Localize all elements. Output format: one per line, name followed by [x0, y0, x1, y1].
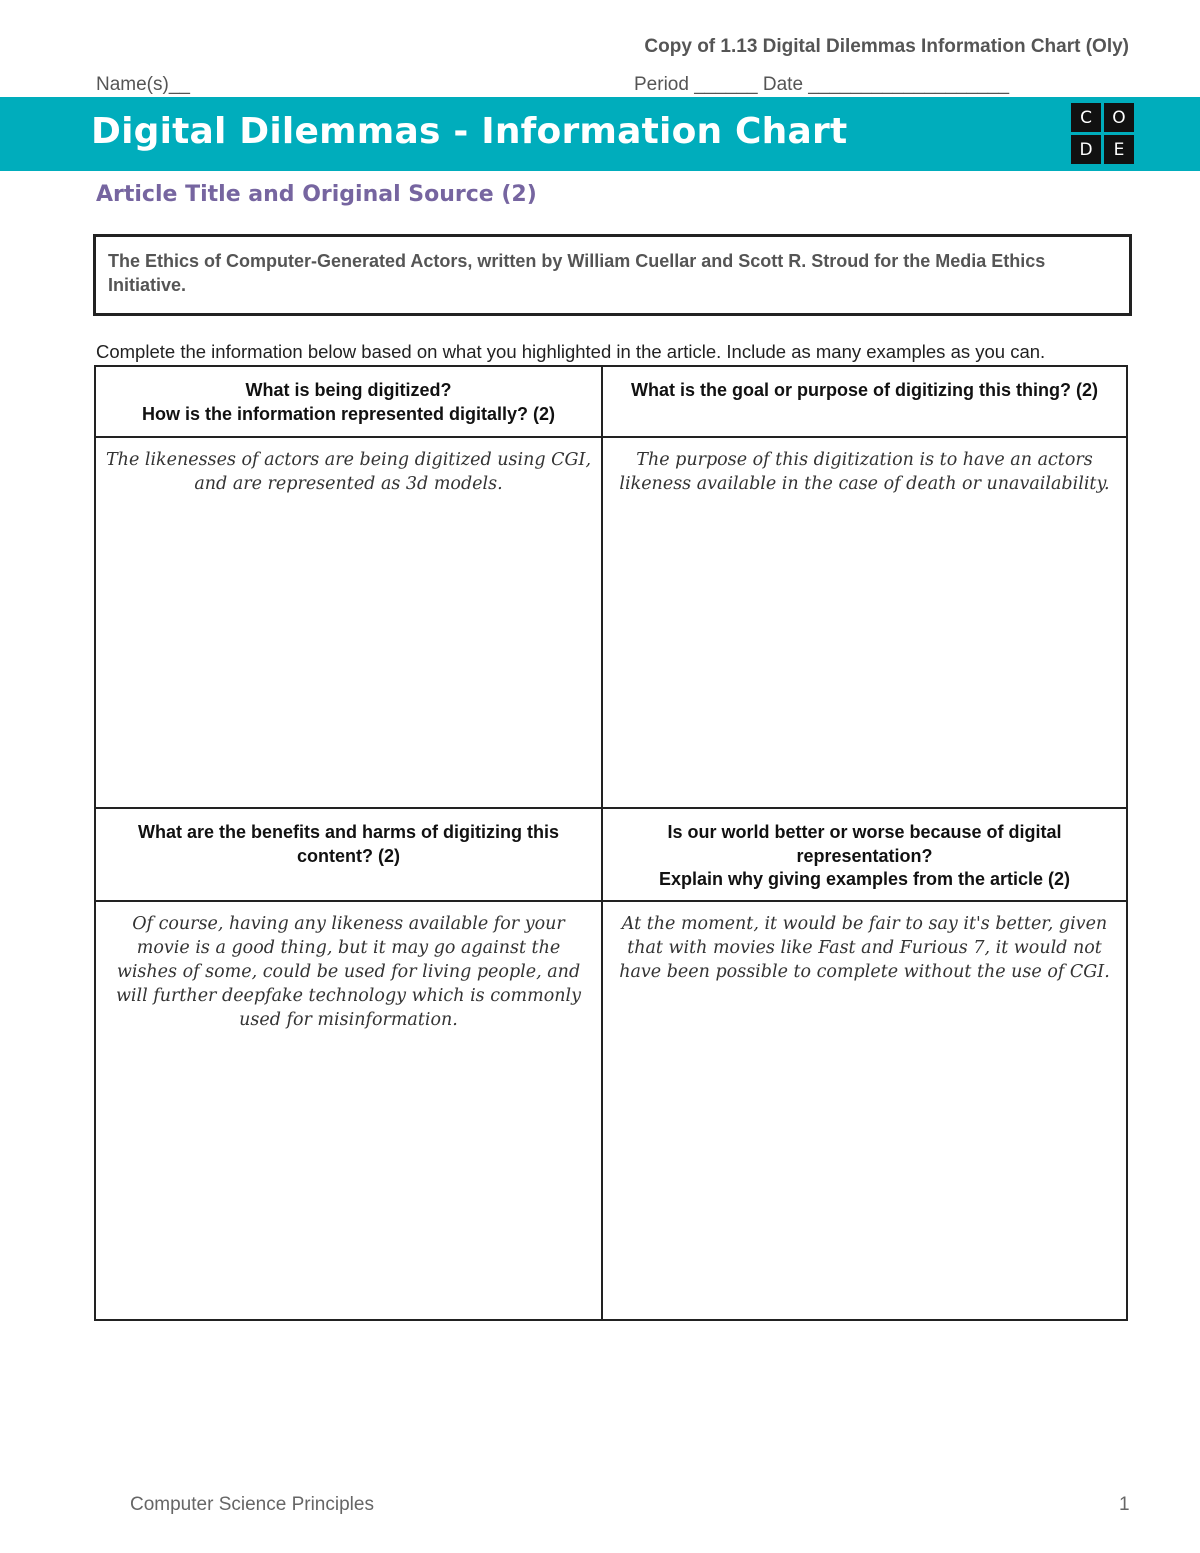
question-explain: Explain why giving examples from the article (2) — [658, 869, 1071, 889]
question-represented: How is the information represented digitally? (2) — [141, 403, 556, 424]
document-title: Copy of 1.13 Digital Dilemmas Information Chart (Oly) — [644, 36, 1129, 57]
answer-purpose: The purpose of this digitization is to have an actors likeness available in the case of death or unavailability. — [619, 450, 1110, 494]
footer-page-number: 1 — [1119, 1494, 1130, 1515]
instructions-text: Complete the information below based on what you highlighted in the article. Include as many examples as you can. — [96, 341, 1046, 362]
article-source-text: The Ethics of Computer-Generated Actors, written by William Cuellar and Scott R. Stroud for the Media Ethics Initiative. — [108, 251, 1046, 295]
answer-cell-benefits[interactable] — [95, 901, 602, 1320]
logo-letter: O — [1104, 103, 1134, 132]
answer-digitized: The likenesses of actors are being digitized using CGI, and are represented as 3d models. — [106, 450, 592, 494]
footer-course: Computer Science Principles — [130, 1494, 374, 1515]
question-benefits: What are the benefits and harms of digitizing this content? (2) — [137, 822, 560, 866]
article-source-box[interactable] — [93, 234, 1132, 316]
answer-cell-digitized[interactable] — [95, 437, 602, 808]
question-better-worse: Is our world better or worse because of digital representation? — [667, 822, 1062, 866]
question-cell-benefits — [95, 808, 602, 901]
answer-cell-purpose[interactable] — [602, 437, 1127, 808]
title-banner — [0, 97, 1200, 171]
logo-letter: C — [1071, 103, 1101, 132]
answer-benefits: Of course, having any likeness available for your movie is a good thing, but it may go against the wishes of some, could be used for living people, and will further deepfake technology which is commonly used for misinformation. — [115, 914, 582, 1030]
question-purpose: What is the goal or purpose of digitizing this thing? (2) — [631, 380, 1098, 400]
question-cell-better-worse — [602, 808, 1127, 901]
logo-letter: D — [1071, 135, 1101, 164]
answer-cell-better-worse[interactable] — [602, 901, 1127, 1320]
question-digitized: What is being digitized? — [245, 380, 452, 400]
question-cell-digitized — [95, 366, 602, 437]
period-date-label: Period ______ Date ___________________ — [634, 74, 1010, 95]
banner-title: Digital Dilemmas - Information Chart — [91, 111, 848, 152]
article-section-heading: Article Title and Original Source (2) — [96, 182, 537, 207]
name-field-label: Name(s)__ — [96, 74, 190, 95]
answer-better-worse: At the moment, it would be fair to say it's better, given that with movies like Fast and Furious 7, it would not have been possible to complete without the use of CGI. — [619, 914, 1110, 982]
code-logo — [1071, 103, 1135, 165]
question-cell-purpose — [602, 366, 1127, 437]
logo-letter: E — [1104, 135, 1134, 164]
information-chart — [94, 365, 1128, 1321]
